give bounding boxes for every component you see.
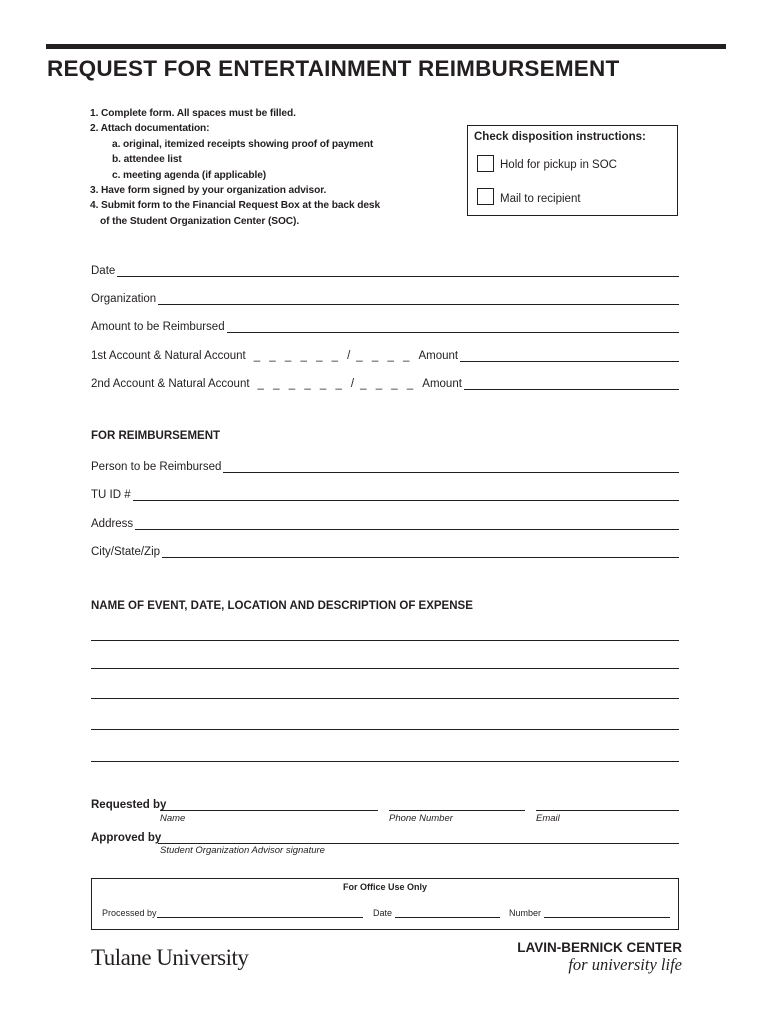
description-line[interactable] <box>91 729 679 730</box>
requested-by-label: Requested by <box>91 799 167 811</box>
lavin-bernick-logo: LAVIN-BERNICK CENTER <box>517 940 682 955</box>
tuid-field[interactable] <box>91 485 679 501</box>
account1-slash: / <box>347 350 351 362</box>
description-line[interactable] <box>91 668 679 669</box>
account2-amount-line[interactable] <box>464 377 679 390</box>
person-label: Person to be Reimbursed <box>91 461 222 473</box>
address-label: Address <box>91 518 134 530</box>
tuid-label: TU ID # <box>91 489 131 501</box>
account1-label: 1st Account & Natural Account <box>91 350 246 362</box>
account1-amount-line[interactable] <box>460 349 679 362</box>
address-field[interactable] <box>91 514 679 530</box>
top-rule <box>46 44 726 49</box>
office-number-field[interactable] <box>509 906 670 918</box>
amount-label: Amount to be Reimbursed <box>91 321 225 333</box>
office-date-line[interactable] <box>395 908 500 918</box>
account2-field[interactable] <box>91 374 679 390</box>
instruction-item: 3. Have form signed by your organization advisor. <box>90 184 327 196</box>
name-caption: Name <box>160 813 186 824</box>
account2-dashes[interactable]: _ _ _ _ _ _ <box>257 378 345 390</box>
office-number-line[interactable] <box>544 908 670 918</box>
city-field[interactable] <box>91 542 679 558</box>
tuid-line[interactable] <box>133 488 679 501</box>
description-line[interactable] <box>91 640 679 641</box>
account1-natural-dashes[interactable]: _ _ _ _ <box>356 350 413 362</box>
requested-name-line[interactable] <box>160 810 378 811</box>
instruction-item: 2. Attach documentation: <box>90 123 210 135</box>
amount-line[interactable] <box>227 320 679 333</box>
account1-field[interactable] <box>91 346 679 362</box>
event-heading: NAME OF EVENT, DATE, LOCATION AND DESCRIPTION OF EXPENSE <box>91 600 473 612</box>
city-line[interactable] <box>162 545 679 558</box>
tulane-logo: Tulane University <box>91 945 249 970</box>
advisor-caption: Student Organization Advisor signature <box>160 845 325 856</box>
approved-by-label: Approved by <box>91 832 162 844</box>
office-number-label: Number <box>509 908 542 918</box>
date-label: Date <box>91 265 116 277</box>
account2-natural-dashes[interactable]: _ _ _ _ <box>360 378 417 390</box>
account2-label: 2nd Account & Natural Account <box>91 378 250 390</box>
hold-pickup-checkbox[interactable] <box>477 155 494 172</box>
office-date-label: Date <box>373 908 393 918</box>
instruction-item: b. attendee list <box>112 154 182 166</box>
email-line[interactable] <box>536 810 679 811</box>
date-line[interactable] <box>117 264 679 277</box>
disposition-title: Check disposition instructions: <box>474 131 646 143</box>
account1-amount-label: Amount <box>418 350 459 362</box>
address-line[interactable] <box>135 517 679 530</box>
advisor-signature-line[interactable] <box>158 843 679 844</box>
processed-by-field[interactable] <box>102 906 363 918</box>
account1-dashes[interactable]: _ _ _ _ _ _ <box>253 350 342 362</box>
lavin-bernick-tagline: for university life <box>568 955 682 974</box>
instruction-item: a. original, itemized receipts showing proof of payment <box>112 138 374 150</box>
instruction-item: 1. Complete form. All spaces must be filled. <box>90 108 296 119</box>
person-line[interactable] <box>223 460 679 473</box>
organization-label: Organization <box>91 293 157 305</box>
date-field[interactable] <box>91 261 679 277</box>
processed-by-label: Processed by <box>102 908 157 918</box>
organization-field[interactable] <box>91 289 679 305</box>
office-date-field[interactable] <box>373 906 500 918</box>
account2-slash: / <box>350 378 355 390</box>
instructions <box>90 106 380 229</box>
city-label: City/State/Zip <box>91 546 161 558</box>
organization-line[interactable] <box>158 292 679 305</box>
hold-pickup-label: Hold for pickup in SOC <box>500 159 617 171</box>
processed-by-line[interactable] <box>157 908 363 918</box>
instruction-item: of the Student Organization Center (SOC). <box>100 215 300 227</box>
phone-line[interactable] <box>389 810 525 811</box>
mail-recipient-checkbox[interactable] <box>477 188 494 205</box>
reimbursement-heading: FOR REIMBURSEMENT <box>91 430 221 442</box>
form-title: REQUEST FOR ENTERTAINMENT REIMBURSEMENT <box>47 56 620 81</box>
office-use-title: For Office Use Only <box>342 882 428 892</box>
description-line[interactable] <box>91 761 679 762</box>
person-field[interactable] <box>91 457 679 473</box>
description-line[interactable] <box>91 698 679 699</box>
amount-field[interactable] <box>91 317 679 333</box>
phone-caption: Phone Number <box>389 813 453 824</box>
instruction-item: c. meeting agenda (if applicable) <box>112 169 267 181</box>
mail-recipient-label: Mail to recipient <box>500 193 581 205</box>
instruction-item: 4. Submit form to the Financial Request Box at the back desk <box>90 200 381 212</box>
email-caption: Email <box>536 813 560 824</box>
account2-amount-label: Amount <box>422 378 462 390</box>
